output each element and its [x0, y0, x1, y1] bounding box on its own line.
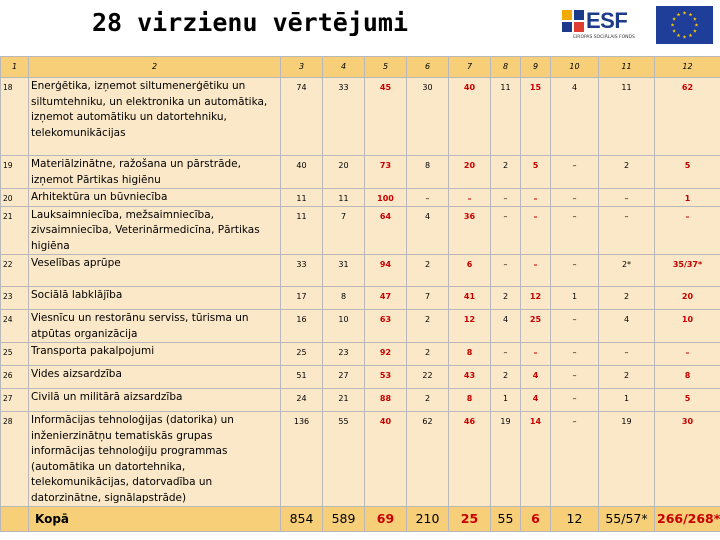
cell-c5: 64	[365, 206, 407, 255]
cell-c8: 2	[491, 366, 521, 389]
row-number: 24	[1, 310, 29, 343]
total-cell-c7: 25	[449, 507, 491, 532]
study-direction-name: Lauksaimniecība, mežsaimniecība, zivsaimniecība, Veterinārmedicīna, Pārtikas higiēna	[29, 206, 281, 255]
cell-c10: 1	[551, 287, 599, 310]
cell-c11: –	[599, 206, 655, 255]
cell-c8: –	[491, 206, 521, 255]
total-cell-c8: 55	[491, 507, 521, 532]
study-direction-name: Informācijas tehnoloģijas (datorika) un inženierzinātņu tematiskās grupas informācijas tehnoloģiju programmas (automātika un datortehnika, telekomunikācijas, datorvadība un datorzinātne, signālapstrāde)	[29, 412, 281, 507]
study-direction-name: Transporta pakalpojumi	[29, 343, 281, 366]
table-header-row	[1, 57, 720, 78]
column-header-3: 3	[281, 57, 323, 78]
cell-c6: 7	[407, 287, 449, 310]
cell-c8: 11	[491, 78, 521, 156]
total-cell-c6: 210	[407, 507, 449, 532]
cell-c6: 8	[407, 156, 449, 189]
total-cell-c5: 69	[365, 507, 407, 532]
cell-c9: 4	[521, 366, 551, 389]
cell-c8: 4	[491, 310, 521, 343]
column-header-2: 2	[29, 57, 281, 78]
table-row	[1, 78, 720, 156]
cell-c11: 2	[599, 366, 655, 389]
cell-c3: 51	[281, 366, 323, 389]
cell-c11: 2*	[599, 255, 655, 287]
cell-c10: –	[551, 156, 599, 189]
cell-c8: 19	[491, 412, 521, 507]
cell-c9: –	[521, 189, 551, 207]
cell-c3: 40	[281, 156, 323, 189]
cell-c5: 40	[365, 412, 407, 507]
column-header-6: 6	[407, 57, 449, 78]
cell-c7: 40	[449, 78, 491, 156]
cell-c11: 2	[599, 287, 655, 310]
study-direction-name: Civilā un militārā aizsardzība	[29, 389, 281, 412]
cell-c3: 11	[281, 189, 323, 207]
cell-c6: 2	[407, 343, 449, 366]
cell-c9: 25	[521, 310, 551, 343]
cell-c8: 2	[491, 287, 521, 310]
cell-c5: 100	[365, 189, 407, 207]
row-number: 21	[1, 206, 29, 255]
cell-c3: 16	[281, 310, 323, 343]
cell-c11: 19	[599, 412, 655, 507]
cell-c7: –	[449, 189, 491, 207]
cell-c5: 53	[365, 366, 407, 389]
cell-c7: 43	[449, 366, 491, 389]
cell-c11: 1	[599, 389, 655, 412]
cell-c12: 8	[655, 366, 720, 389]
cell-c12: 30	[655, 412, 720, 507]
cell-c3: 24	[281, 389, 323, 412]
row-number: 18	[1, 78, 29, 156]
cell-c6: 22	[407, 366, 449, 389]
table-row	[1, 412, 720, 507]
cell-c7: 6	[449, 255, 491, 287]
cell-c10: –	[551, 255, 599, 287]
cell-c9: 12	[521, 287, 551, 310]
cell-c7: 36	[449, 206, 491, 255]
total-label: Kopā	[29, 507, 281, 532]
cell-c9: 15	[521, 78, 551, 156]
cell-c4: 33	[323, 78, 365, 156]
column-header-11: 11	[599, 57, 655, 78]
study-direction-name: Materiālzinātne, ražošana un pārstrāde, izņemot Pārtikas higiēnu	[29, 156, 281, 189]
total-row	[1, 507, 720, 532]
cell-c6: 62	[407, 412, 449, 507]
study-direction-name: Vides aizsardzība	[29, 366, 281, 389]
cell-c3: 25	[281, 343, 323, 366]
cell-c5: 92	[365, 343, 407, 366]
esf-logo-text: ESF	[586, 8, 628, 33]
cell-c11: 11	[599, 78, 655, 156]
cell-c5: 94	[365, 255, 407, 287]
study-direction-name: Veselības aprūpe	[29, 255, 281, 287]
study-direction-name: Viesnīcu un restorānu serviss, tūrisma un atpūtas organizācija	[29, 310, 281, 343]
cell-c5: 88	[365, 389, 407, 412]
cell-c10: –	[551, 389, 599, 412]
cell-c6: 2	[407, 255, 449, 287]
cell-c6: 30	[407, 78, 449, 156]
cell-c12: 10	[655, 310, 720, 343]
row-number: 25	[1, 343, 29, 366]
cell-c12: 5	[655, 389, 720, 412]
cell-c4: 7	[323, 206, 365, 255]
cell-c6: 2	[407, 389, 449, 412]
cell-c7: 46	[449, 412, 491, 507]
cell-c7: 41	[449, 287, 491, 310]
cell-c4: 20	[323, 156, 365, 189]
cell-c4: 27	[323, 366, 365, 389]
cell-c7: 8	[449, 389, 491, 412]
cell-c8: 1	[491, 389, 521, 412]
cell-c11: 2	[599, 156, 655, 189]
row-number: 23	[1, 287, 29, 310]
cell-c8: –	[491, 343, 521, 366]
cell-c8: –	[491, 255, 521, 287]
total-cell-c12: 266/268*	[655, 507, 720, 532]
table-row	[1, 389, 720, 412]
study-direction-name: Sociālā labklājība	[29, 287, 281, 310]
cell-c3: 74	[281, 78, 323, 156]
cell-c4: 23	[323, 343, 365, 366]
total-cell-c11: 55/57*	[599, 507, 655, 532]
table-row	[1, 206, 720, 255]
cell-c9: –	[521, 206, 551, 255]
cell-c7: 12	[449, 310, 491, 343]
column-header-8: 8	[491, 57, 521, 78]
cell-c6: –	[407, 189, 449, 207]
row-number: 20	[1, 189, 29, 207]
cell-c12: 5	[655, 156, 720, 189]
cell-c11: 4	[599, 310, 655, 343]
total-cell-c4: 589	[323, 507, 365, 532]
study-direction-name: Arhitektūra un būvniecība	[29, 189, 281, 207]
cell-c6: 2	[407, 310, 449, 343]
cell-c3: 33	[281, 255, 323, 287]
cell-c9: 5	[521, 156, 551, 189]
cell-c5: 73	[365, 156, 407, 189]
column-header-10: 10	[551, 57, 599, 78]
row-number: 28	[1, 412, 29, 507]
cell-c4: 31	[323, 255, 365, 287]
cell-c5: 45	[365, 78, 407, 156]
cell-c12: 1	[655, 189, 720, 207]
cell-c12: 62	[655, 78, 720, 156]
cell-c3: 11	[281, 206, 323, 255]
cell-c9: 4	[521, 389, 551, 412]
cell-c12: 35/37*	[655, 255, 720, 287]
total-cell-c9: 6	[521, 507, 551, 532]
eu-flag-icon	[656, 6, 713, 44]
total-cell-c3: 854	[281, 507, 323, 532]
page-title: 28 virzienu vērtējumi	[91, 8, 409, 37]
table-row	[1, 156, 720, 189]
cell-c7: 8	[449, 343, 491, 366]
study-direction-name: Enerģētika, izņemot siltumenerģētiku un siltumtehniku, un elektronika un automātika, izņemot automātiku un datortehniku, telekomunikācijas	[29, 78, 281, 156]
cell-c9: –	[521, 255, 551, 287]
table-row	[1, 343, 720, 366]
cell-c10: –	[551, 310, 599, 343]
esf-logo-subtitle: EIROPAS SOCIĀLAIS FONDS	[573, 35, 635, 40]
column-header-1: 1	[1, 57, 29, 78]
cell-c10: 4	[551, 78, 599, 156]
cell-c12: –	[655, 206, 720, 255]
cell-c6: 4	[407, 206, 449, 255]
cell-c5: 47	[365, 287, 407, 310]
esf-logo	[562, 8, 640, 48]
cell-c3: 17	[281, 287, 323, 310]
cell-c4: 8	[323, 287, 365, 310]
esf-logo-mark-icon	[562, 10, 584, 32]
table-row	[1, 255, 720, 287]
row-number: 27	[1, 389, 29, 412]
cell-c10: –	[551, 343, 599, 366]
row-number: 19	[1, 156, 29, 189]
cell-c7: 20	[449, 156, 491, 189]
column-header-12: 12	[655, 57, 720, 78]
cell-c4: 21	[323, 389, 365, 412]
column-header-7: 7	[449, 57, 491, 78]
total-row-number	[1, 507, 29, 532]
column-header-4: 4	[323, 57, 365, 78]
column-header-5: 5	[365, 57, 407, 78]
cell-c10: –	[551, 206, 599, 255]
cell-c4: 11	[323, 189, 365, 207]
row-number: 22	[1, 255, 29, 287]
table-row	[1, 366, 720, 389]
row-number: 26	[1, 366, 29, 389]
cell-c10: –	[551, 366, 599, 389]
table-row	[1, 310, 720, 343]
cell-c11: –	[599, 343, 655, 366]
cell-c8: 2	[491, 156, 521, 189]
cell-c4: 10	[323, 310, 365, 343]
cell-c3: 136	[281, 412, 323, 507]
cell-c4: 55	[323, 412, 365, 507]
cell-c9: 14	[521, 412, 551, 507]
cell-c10: –	[551, 189, 599, 207]
cell-c9: –	[521, 343, 551, 366]
table-row	[1, 189, 720, 207]
ratings-table	[0, 56, 720, 532]
cell-c12: 20	[655, 287, 720, 310]
cell-c11: –	[599, 189, 655, 207]
column-header-9: 9	[521, 57, 551, 78]
cell-c10: –	[551, 412, 599, 507]
total-cell-c10: 12	[551, 507, 599, 532]
table-row	[1, 287, 720, 310]
cell-c5: 63	[365, 310, 407, 343]
cell-c8: –	[491, 189, 521, 207]
cell-c12: –	[655, 343, 720, 366]
